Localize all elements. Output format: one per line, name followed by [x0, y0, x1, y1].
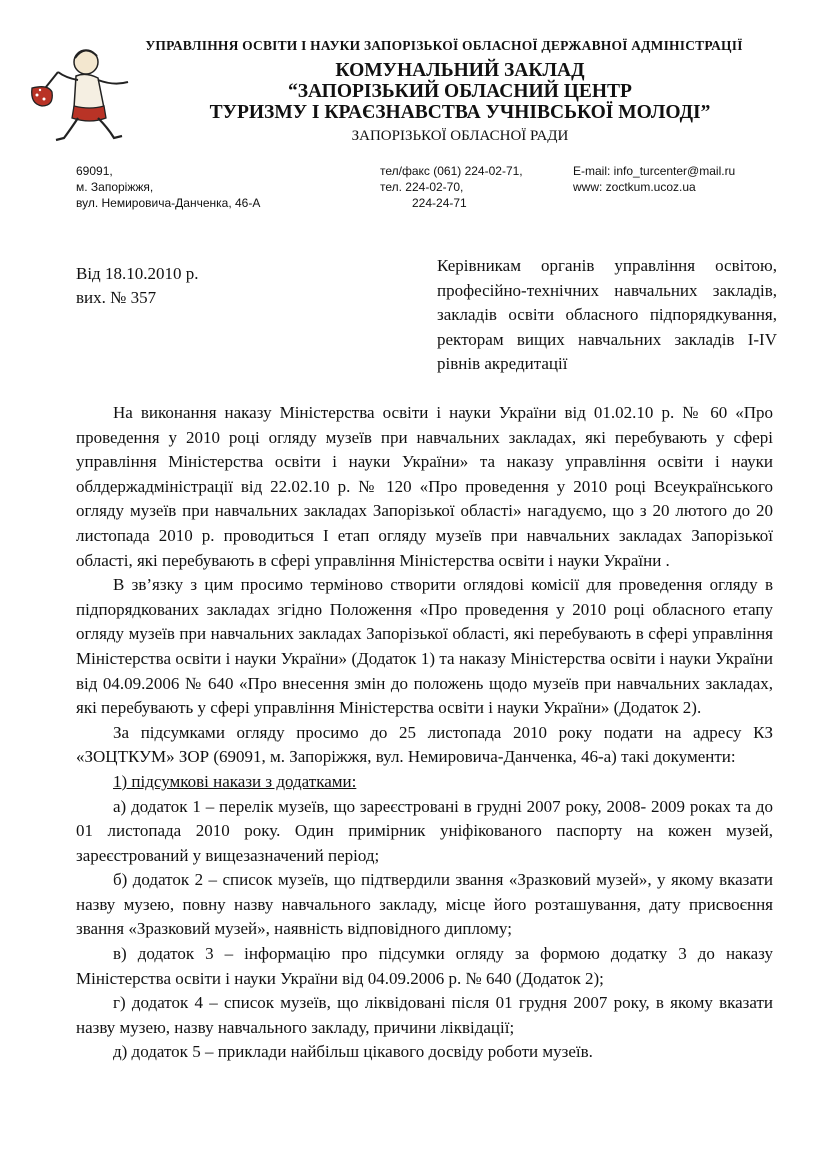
body-paragraph: На виконання наказу Міністерства освіти і науки України від 01.02.10 р. № 60 «Про проведення у 2010 році огляду музеїв при навчальних закладах, які перебувають у сфері управління Міністерства освіти і науки України» та наказу управління освіти і науки облдержадміністрації від 22.02.10 р. № 120 «Про проведення у 2010 році Всеукраїнського огляду музеїв при навчальних закладах Запорізької області» нагадуємо, що з 20 лютого до 20 листопада 2010 р. проводиться І етап огляду музеїв при навчальних закладах Запорізької області, які перебувають в сфері управління Міністерства освіти і науки України .: [76, 403, 773, 570]
header-title-line: “ЗАПОРІЗЬКИЙ ОБЛАСНИЙ ЦЕНТР: [288, 81, 632, 102]
list-item: в) додаток 3 – інформацію про підсумки огляду за формою додатку 3 до наказу Міністерства освіти і науки України від 04.09.2006 р. № 640 (Додаток 2);: [76, 944, 773, 988]
header-title: [150, 60, 770, 123]
contact-address: [76, 163, 260, 211]
phone-line: тел. 224-02-70,: [380, 180, 464, 194]
header-title-line: КОМУНАЛЬНИЙ ЗАКЛАД: [335, 60, 585, 81]
address-line: 69091,: [76, 164, 113, 178]
list-item: б) додаток 2 – список музеїв, що підтвердили звання «Зразковий музей», у якому вказати назву музею, повну назву навчального закладу, місце його розташування, дату присвоєння звання «Зразковий музей», наявність відповідного диплому;: [76, 870, 773, 939]
header-organization: УПРАВЛІННЯ ОСВІТИ І НАУКИ ЗАПОРІЗЬКОЇ ОБЛАСНОЇ ДЕРЖАВНОЇ АДМІНІСТРАЦІЇ: [145, 38, 743, 53]
phone-line: 224-24-71: [412, 196, 467, 210]
email-line: E-mail: info_turcenter@mail.ru: [573, 164, 736, 178]
phone-line: тел/факс (061) 224-02-71,: [380, 164, 523, 178]
body-paragraph: За підсумками огляду просимо до 25 листопада 2010 року подати на адресу КЗ «ЗОЦТКУМ» ЗОР (69091, м. Запоріжжя, вул. Немировича-Данченка, 46-а) такі документи:: [76, 722, 773, 767]
recipient-block: Керівникам органів управління освітою, професійно-технічних навчальних закладів, закладів освіти обласного підпорядкування, ректорам вищих навчальних закладів І-IV рівнів акредитації: [437, 256, 777, 374]
contact-web: [573, 163, 735, 195]
document-meta: [76, 262, 198, 310]
header-subtitle: ЗАПОРІЗЬКОЇ ОБЛАСНОЇ РАДИ: [351, 128, 569, 144]
address-line: вул. Немировича-Данченка, 46-А: [76, 196, 261, 210]
address-line: м. Запоріжжя,: [76, 180, 154, 194]
document-date: Від 18.10.2010 р.: [76, 264, 199, 283]
list-item: а) додаток 1 – перелік музеїв, що зареєстровані в грудні 2007 року, 2008- 2009 роках та до 01 листопада 2010 року. Один примірник уніфікованого паспорту на кожен музей, зареєстрований у вищезазначений період;: [76, 796, 773, 865]
hiker-boy-logo-icon: [28, 44, 138, 149]
header-title-line: ТУРИЗМУ І КРАЄЗНАВСТВА УЧНІВСЬКОЇ МОЛОДІ”: [209, 102, 711, 123]
list-item: г) додаток 4 – список музеїв, що ліквідовані після 01 грудня 2007 року, в якому вказати назву музею, назву навчального закладу, причини ліквідації;: [76, 993, 773, 1037]
contact-phones: [380, 163, 523, 211]
letter-body: [76, 401, 773, 1065]
document-number: вих. № 357: [76, 288, 157, 307]
list-heading: [76, 770, 773, 795]
list-heading-text: 1) підсумкові накази з додатками:: [113, 771, 357, 791]
website-line: www: zoctkum.ucoz.ua: [573, 180, 696, 194]
list-item: д) додаток 5 – приклади найбільш цікавого досвіду роботи музеїв.: [113, 1042, 593, 1062]
body-paragraph: В зв’язку з цим просимо терміново створити оглядові комісії для проведення огляду в підпорядкованих закладах згідно Положення «Про проведення у 2010 році обласного етапу огляду музеїв при навчальних закладах Запорізької області, які перебувають в сфері управління Міністерства освіти і науки України» (Додаток 1) та наказу Міністерства освіти і науки України від 04.09.2006 № 640 «Про внесення змін до положень щодо музеїв при навчальних закладах, які перебувають у сфері управління Міністерства освіти і науки України» (Додаток 2).: [76, 575, 773, 718]
